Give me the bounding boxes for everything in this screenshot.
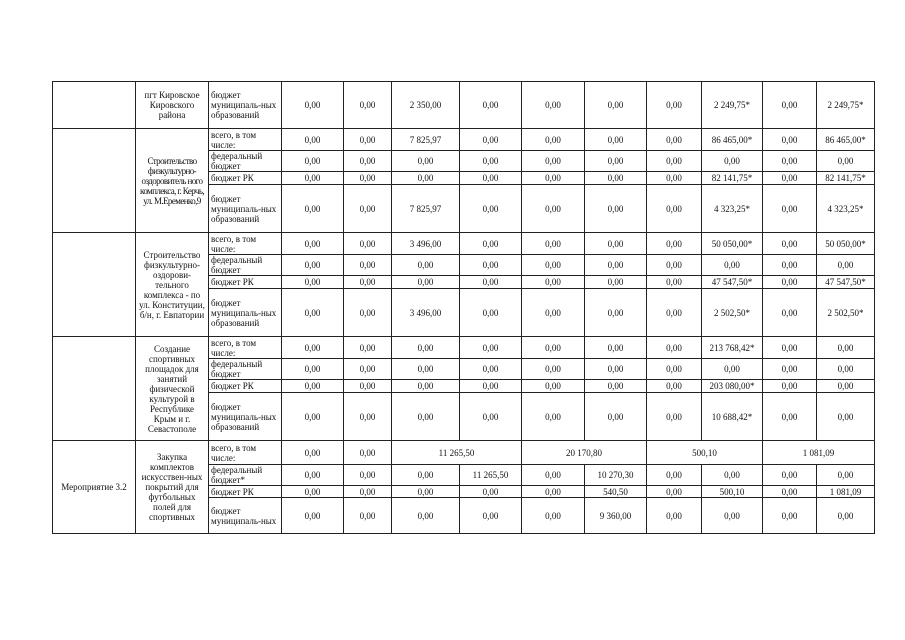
amount-cell: 0,00 [460, 498, 522, 534]
amount-cell: 11 265,50 [460, 465, 522, 486]
amount-cell: 0,00 [763, 255, 817, 276]
amount-cell: 0,00 [585, 359, 647, 380]
amount-cell: 0,00 [763, 337, 817, 359]
funding-source-cell: бюджет муниципаль-ных образований [209, 185, 282, 233]
amount-cell: 0,00 [460, 82, 522, 129]
amount-cell: 0,00 [344, 82, 392, 129]
funding-source-cell: бюджет муниципаль-ных образований [209, 289, 282, 337]
amount-cell: 0,00 [647, 151, 702, 172]
amount-cell: 0,00 [585, 380, 647, 393]
funding-source-cell: всего, в том числе: [209, 441, 282, 465]
amount-cell: 82 141,75* [817, 172, 875, 185]
amount-cell [53, 129, 136, 233]
amount-cell: 0,00 [817, 359, 875, 380]
amount-cell: 0,00 [522, 289, 585, 337]
funding-source-cell: бюджет РК [209, 276, 282, 289]
activity-cell: Мероприятие 3.2 [53, 441, 136, 534]
amount-cell: 2 502,50* [702, 289, 763, 337]
amount-cell: 0,00 [647, 172, 702, 185]
amount-cell: 0,00 [647, 185, 702, 233]
amount-cell: 86 465,00* [702, 129, 763, 151]
amount-cell: 0,00 [522, 172, 585, 185]
amount-cell: 0,00 [585, 337, 647, 359]
amount-cell: 0,00 [282, 233, 344, 255]
amount-cell: 0,00 [585, 185, 647, 233]
table-row [53, 337, 875, 359]
amount-cell: 0,00 [647, 465, 702, 486]
amount-cell: 0,00 [344, 337, 392, 359]
amount-cell: 213 768,42* [702, 337, 763, 359]
amount-cell: 4 323,25* [817, 185, 875, 233]
amount-cell: 0,00 [647, 393, 702, 441]
amount-cell: 0,00 [460, 393, 522, 441]
amount-cell: 86 465,00* [817, 129, 875, 151]
amount-cell: 0,00 [763, 172, 817, 185]
amount-cell: 0,00 [522, 276, 585, 289]
amount-cell: 0,00 [702, 255, 763, 276]
amount-cell: 0,00 [763, 380, 817, 393]
amount-cell: 0,00 [282, 289, 344, 337]
amount-cell: 0,00 [392, 172, 460, 185]
amount-cell: 0,00 [647, 255, 702, 276]
amount-cell: 0,00 [522, 82, 585, 129]
amount-cell: 3 496,00 [392, 233, 460, 255]
amount-cell: 0,00 [647, 82, 702, 129]
amount-cell: 0,00 [460, 185, 522, 233]
amount-cell: 10 688,42* [702, 393, 763, 441]
amount-cell: 0,00 [282, 129, 344, 151]
amount-cell: 1 081,09 [763, 441, 875, 465]
amount-cell: 0,00 [647, 289, 702, 337]
funding-source-cell: федеральный бюджет [209, 359, 282, 380]
amount-cell: 1 081,09 [817, 486, 875, 498]
amount-cell: 0,00 [585, 393, 647, 441]
amount-cell: 0,00 [344, 486, 392, 498]
amount-cell: 9 360,00 [585, 498, 647, 534]
amount-cell: 0,00 [460, 151, 522, 172]
budget-table [52, 81, 875, 534]
amount-cell: 7 825,97 [392, 185, 460, 233]
object-name-cell: Создание спортивных площадок для занятий физической культурой в Республике Крым и г. Севастополе [136, 337, 209, 441]
amount-cell: 2 249,75* [702, 82, 763, 129]
amount-cell: 0,00 [763, 233, 817, 255]
amount-cell: 0,00 [585, 82, 647, 129]
amount-cell: 0,00 [392, 380, 460, 393]
amount-cell: 0,00 [522, 359, 585, 380]
amount-cell: 0,00 [817, 337, 875, 359]
amount-cell: 0,00 [647, 233, 702, 255]
amount-cell: 0,00 [460, 255, 522, 276]
amount-cell: 0,00 [522, 393, 585, 441]
object-name-cell: Закупка комплектов искусствен-ных покрытий для футбольных полей для спортивных [136, 441, 209, 534]
amount-cell: 0,00 [522, 185, 585, 233]
amount-cell: 0,00 [585, 255, 647, 276]
funding-source-cell: бюджет РК [209, 172, 282, 185]
funding-source-cell: бюджет РК [209, 380, 282, 393]
amount-cell: 0,00 [763, 151, 817, 172]
amount-cell: 0,00 [763, 82, 817, 129]
amount-cell: 0,00 [344, 465, 392, 486]
amount-cell: 0,00 [344, 233, 392, 255]
amount-cell: 0,00 [460, 289, 522, 337]
amount-cell: 0,00 [392, 337, 460, 359]
amount-cell: 0,00 [702, 465, 763, 486]
amount-cell: 0,00 [282, 82, 344, 129]
amount-cell: 0,00 [392, 465, 460, 486]
amount-cell: 0,00 [647, 337, 702, 359]
amount-cell: 0,00 [522, 337, 585, 359]
table-row [53, 82, 875, 129]
amount-cell: 0,00 [282, 255, 344, 276]
amount-cell: 0,00 [344, 151, 392, 172]
amount-cell: 0,00 [585, 172, 647, 185]
amount-cell: 0,00 [392, 393, 460, 441]
amount-cell: 0,00 [344, 255, 392, 276]
amount-cell: 0,00 [763, 359, 817, 380]
amount-cell: 0,00 [344, 172, 392, 185]
amount-cell: 0,00 [763, 289, 817, 337]
amount-cell: 47 547,50* [702, 276, 763, 289]
amount-cell: 0,00 [817, 498, 875, 534]
amount-cell [53, 82, 136, 129]
amount-cell: 0,00 [282, 465, 344, 486]
amount-cell: 2 249,75* [817, 82, 875, 129]
amount-cell: 0,00 [282, 380, 344, 393]
amount-cell: 0,00 [585, 289, 647, 337]
amount-cell: 500,10 [647, 441, 763, 465]
table-row [53, 441, 875, 465]
amount-cell: 0,00 [702, 359, 763, 380]
amount-cell: 0,00 [344, 441, 392, 465]
amount-cell: 0,00 [763, 393, 817, 441]
amount-cell: 0,00 [282, 486, 344, 498]
amount-cell: 0,00 [282, 172, 344, 185]
amount-cell: 0,00 [647, 359, 702, 380]
object-name-cell: Строительство физкультурно-оздорови-тельного комплекса - по ул. Конституции, б/н, г. Евпатории [136, 233, 209, 337]
amount-cell: 0,00 [763, 465, 817, 486]
funding-source-cell: бюджет муниципаль-ных образований [209, 393, 282, 441]
amount-cell: 0,00 [817, 465, 875, 486]
amount-cell: 0,00 [344, 276, 392, 289]
funding-source-cell: федеральный бюджет [209, 255, 282, 276]
table-row [53, 233, 875, 255]
table-body [53, 82, 875, 534]
amount-cell: 4 323,25* [702, 185, 763, 233]
amount-cell: 0,00 [817, 255, 875, 276]
amount-cell: 0,00 [392, 486, 460, 498]
amount-cell: 0,00 [763, 486, 817, 498]
amount-cell: 0,00 [585, 151, 647, 172]
amount-cell: 0,00 [344, 185, 392, 233]
amount-cell: 0,00 [344, 498, 392, 534]
amount-cell: 0,00 [460, 233, 522, 255]
amount-cell: 2 502,50* [817, 289, 875, 337]
amount-cell: 0,00 [282, 185, 344, 233]
amount-cell: 0,00 [817, 151, 875, 172]
amount-cell [53, 233, 136, 337]
amount-cell: 0,00 [647, 129, 702, 151]
amount-cell: 11 265,50 [392, 441, 522, 465]
amount-cell: 0,00 [763, 129, 817, 151]
amount-cell: 0,00 [647, 276, 702, 289]
amount-cell: 0,00 [522, 129, 585, 151]
amount-cell: 0,00 [763, 185, 817, 233]
amount-cell: 0,00 [392, 255, 460, 276]
amount-cell: 540,50 [585, 486, 647, 498]
amount-cell: 0,00 [282, 359, 344, 380]
amount-cell: 0,00 [282, 441, 344, 465]
funding-source-cell: всего, в том числе: [209, 233, 282, 255]
amount-cell: 0,00 [522, 498, 585, 534]
object-name-cell: пгт Кировское Кировского района [136, 82, 209, 129]
funding-source-cell: бюджет РК [209, 486, 282, 498]
amount-cell: 2 350,00 [392, 82, 460, 129]
amount-cell: 0,00 [647, 498, 702, 534]
amount-cell: 0,00 [817, 393, 875, 441]
amount-cell: 0,00 [282, 276, 344, 289]
funding-source-cell: федеральный бюджет [209, 151, 282, 172]
amount-cell: 0,00 [647, 380, 702, 393]
amount-cell: 47 547,50* [817, 276, 875, 289]
amount-cell: 0,00 [585, 129, 647, 151]
amount-cell: 50 050,00* [702, 233, 763, 255]
amount-cell: 0,00 [344, 289, 392, 337]
amount-cell: 0,00 [460, 129, 522, 151]
amount-cell: 0,00 [702, 151, 763, 172]
amount-cell: 0,00 [392, 276, 460, 289]
amount-cell: 0,00 [282, 393, 344, 441]
amount-cell: 0,00 [460, 359, 522, 380]
amount-cell: 0,00 [392, 498, 460, 534]
amount-cell: 0,00 [282, 337, 344, 359]
amount-cell: 20 170,80 [522, 441, 647, 465]
amount-cell: 0,00 [763, 498, 817, 534]
amount-cell: 0,00 [344, 359, 392, 380]
amount-cell: 0,00 [585, 233, 647, 255]
amount-cell: 0,00 [522, 465, 585, 486]
amount-cell: 0,00 [585, 276, 647, 289]
funding-source-cell: всего, в том числе: [209, 337, 282, 359]
amount-cell: 0,00 [460, 380, 522, 393]
amount-cell: 0,00 [522, 486, 585, 498]
amount-cell: 0,00 [522, 151, 585, 172]
funding-source-cell: бюджет муниципаль-ных образований [209, 82, 282, 129]
amount-cell: 0,00 [344, 380, 392, 393]
amount-cell: 0,00 [460, 172, 522, 185]
amount-cell: 0,00 [282, 151, 344, 172]
amount-cell: 10 270,30 [585, 465, 647, 486]
funding-source-cell: всего, в том числе: [209, 129, 282, 151]
amount-cell: 0,00 [702, 498, 763, 534]
amount-cell: 50 050,00* [817, 233, 875, 255]
amount-cell: 0,00 [460, 337, 522, 359]
amount-cell: 0,00 [344, 393, 392, 441]
amount-cell: 0,00 [763, 276, 817, 289]
amount-cell: 0,00 [460, 276, 522, 289]
amount-cell: 7 825,97 [392, 129, 460, 151]
amount-cell: 0,00 [460, 486, 522, 498]
object-name-cell: Строительство физкультурно-оздоровитель ного комплекса, г. Керчь, ул. М.Еременко,9 [136, 129, 209, 233]
amount-cell: 0,00 [392, 359, 460, 380]
amount-cell: 0,00 [522, 255, 585, 276]
amount-cell: 0,00 [522, 233, 585, 255]
amount-cell: 500,10 [702, 486, 763, 498]
amount-cell: 0,00 [522, 380, 585, 393]
funding-source-cell: федеральный бюджет* [209, 465, 282, 486]
amount-cell: 0,00 [282, 498, 344, 534]
amount-cell: 0,00 [647, 486, 702, 498]
amount-cell: 0,00 [392, 151, 460, 172]
amount-cell: 3 496,00 [392, 289, 460, 337]
table-row [53, 129, 875, 151]
amount-cell: 0,00 [817, 380, 875, 393]
amount-cell: 0,00 [344, 129, 392, 151]
amount-cell: 203 080,00* [702, 380, 763, 393]
amount-cell: 82 141,75* [702, 172, 763, 185]
amount-cell [53, 337, 136, 441]
funding-source-cell: бюджет муниципаль-ных [209, 498, 282, 534]
